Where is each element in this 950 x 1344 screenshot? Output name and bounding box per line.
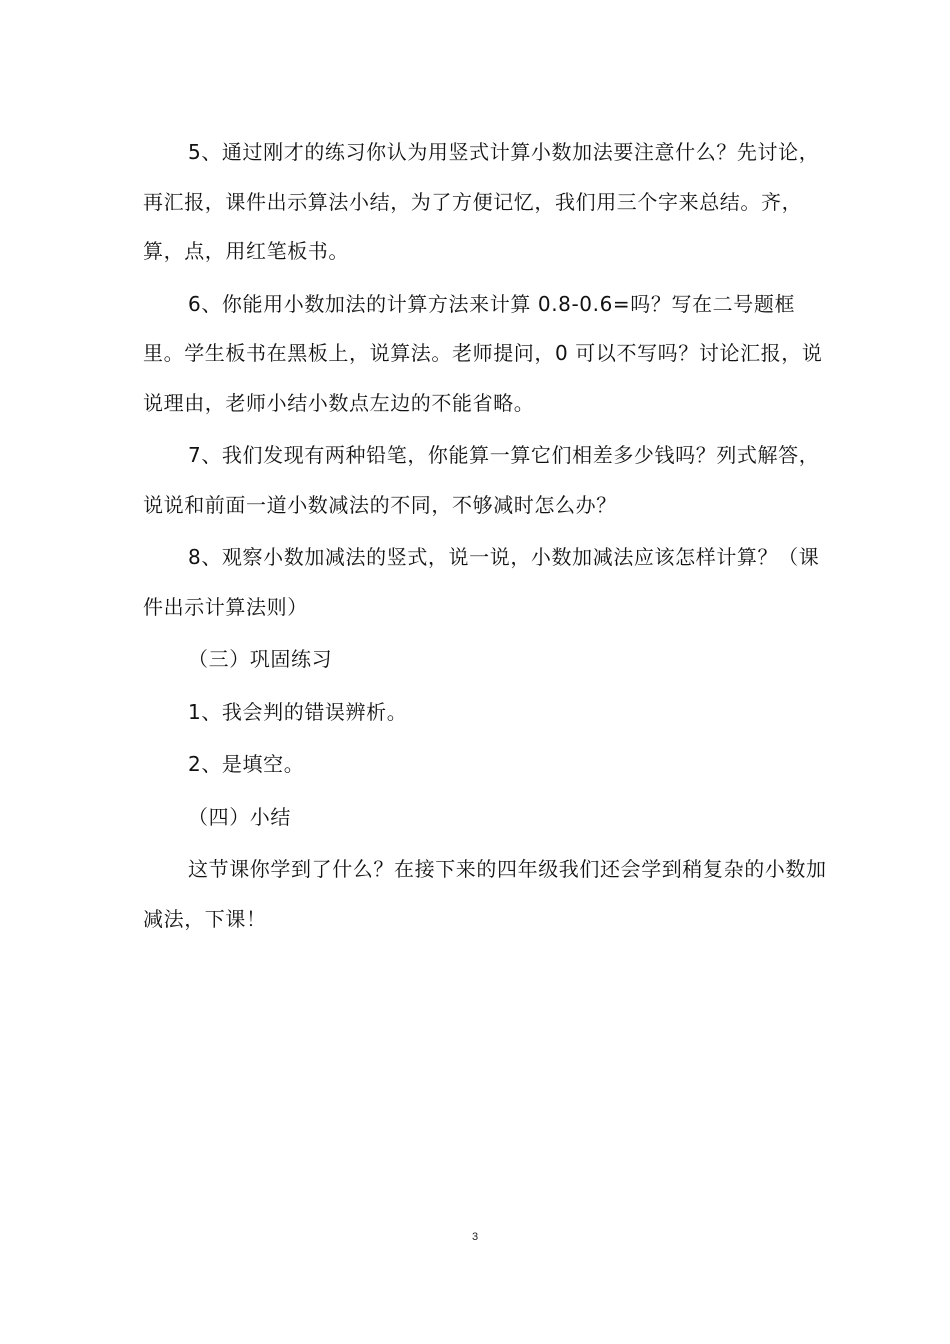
paragraph-step-7: 7、我们发现有两种铅笔，你能算一算它们相差多少钱吗？列式解答，说说和前面一道小数减法的不同，不够减时怎么办？	[143, 443, 820, 517]
paragraph-step-8: 8、观察小数加减法的竖式，说一说，小数加减法应该怎样计算？（课件出示计算法则）	[143, 545, 820, 619]
paragraph-summary: 这节课你学到了什么？在接下来的四年级我们还会学到稍复杂的小数加减法，下课！	[143, 857, 827, 931]
page-number: 3	[471, 1231, 479, 1243]
paragraph-step-6: 6、你能用小数加法的计算方法来计算 0.8-0.6=吗？写在二号题框里。学生板书在黑板上，说算法。老师提问，0 可以不写吗？讨论汇报，说说理由，老师小结小数点左边的不能省略。	[143, 291, 823, 415]
document-body	[143, 128, 829, 947]
practice-item-2: 2、是填空。	[188, 752, 305, 776]
section-heading-summary: （四）小结	[188, 804, 291, 829]
paragraph-step-5: 5、通过刚才的练习你认为用竖式计算小数加法要注意什么？先讨论，再汇报，课件出示算法小结，为了方便记忆，我们用三个字来总结。齐，算，点，用红笔板书。	[143, 140, 820, 263]
practice-item-1: 1、我会判的错误辨析。	[188, 699, 408, 724]
section-heading-practice: （三）巩固练习	[188, 647, 333, 671]
